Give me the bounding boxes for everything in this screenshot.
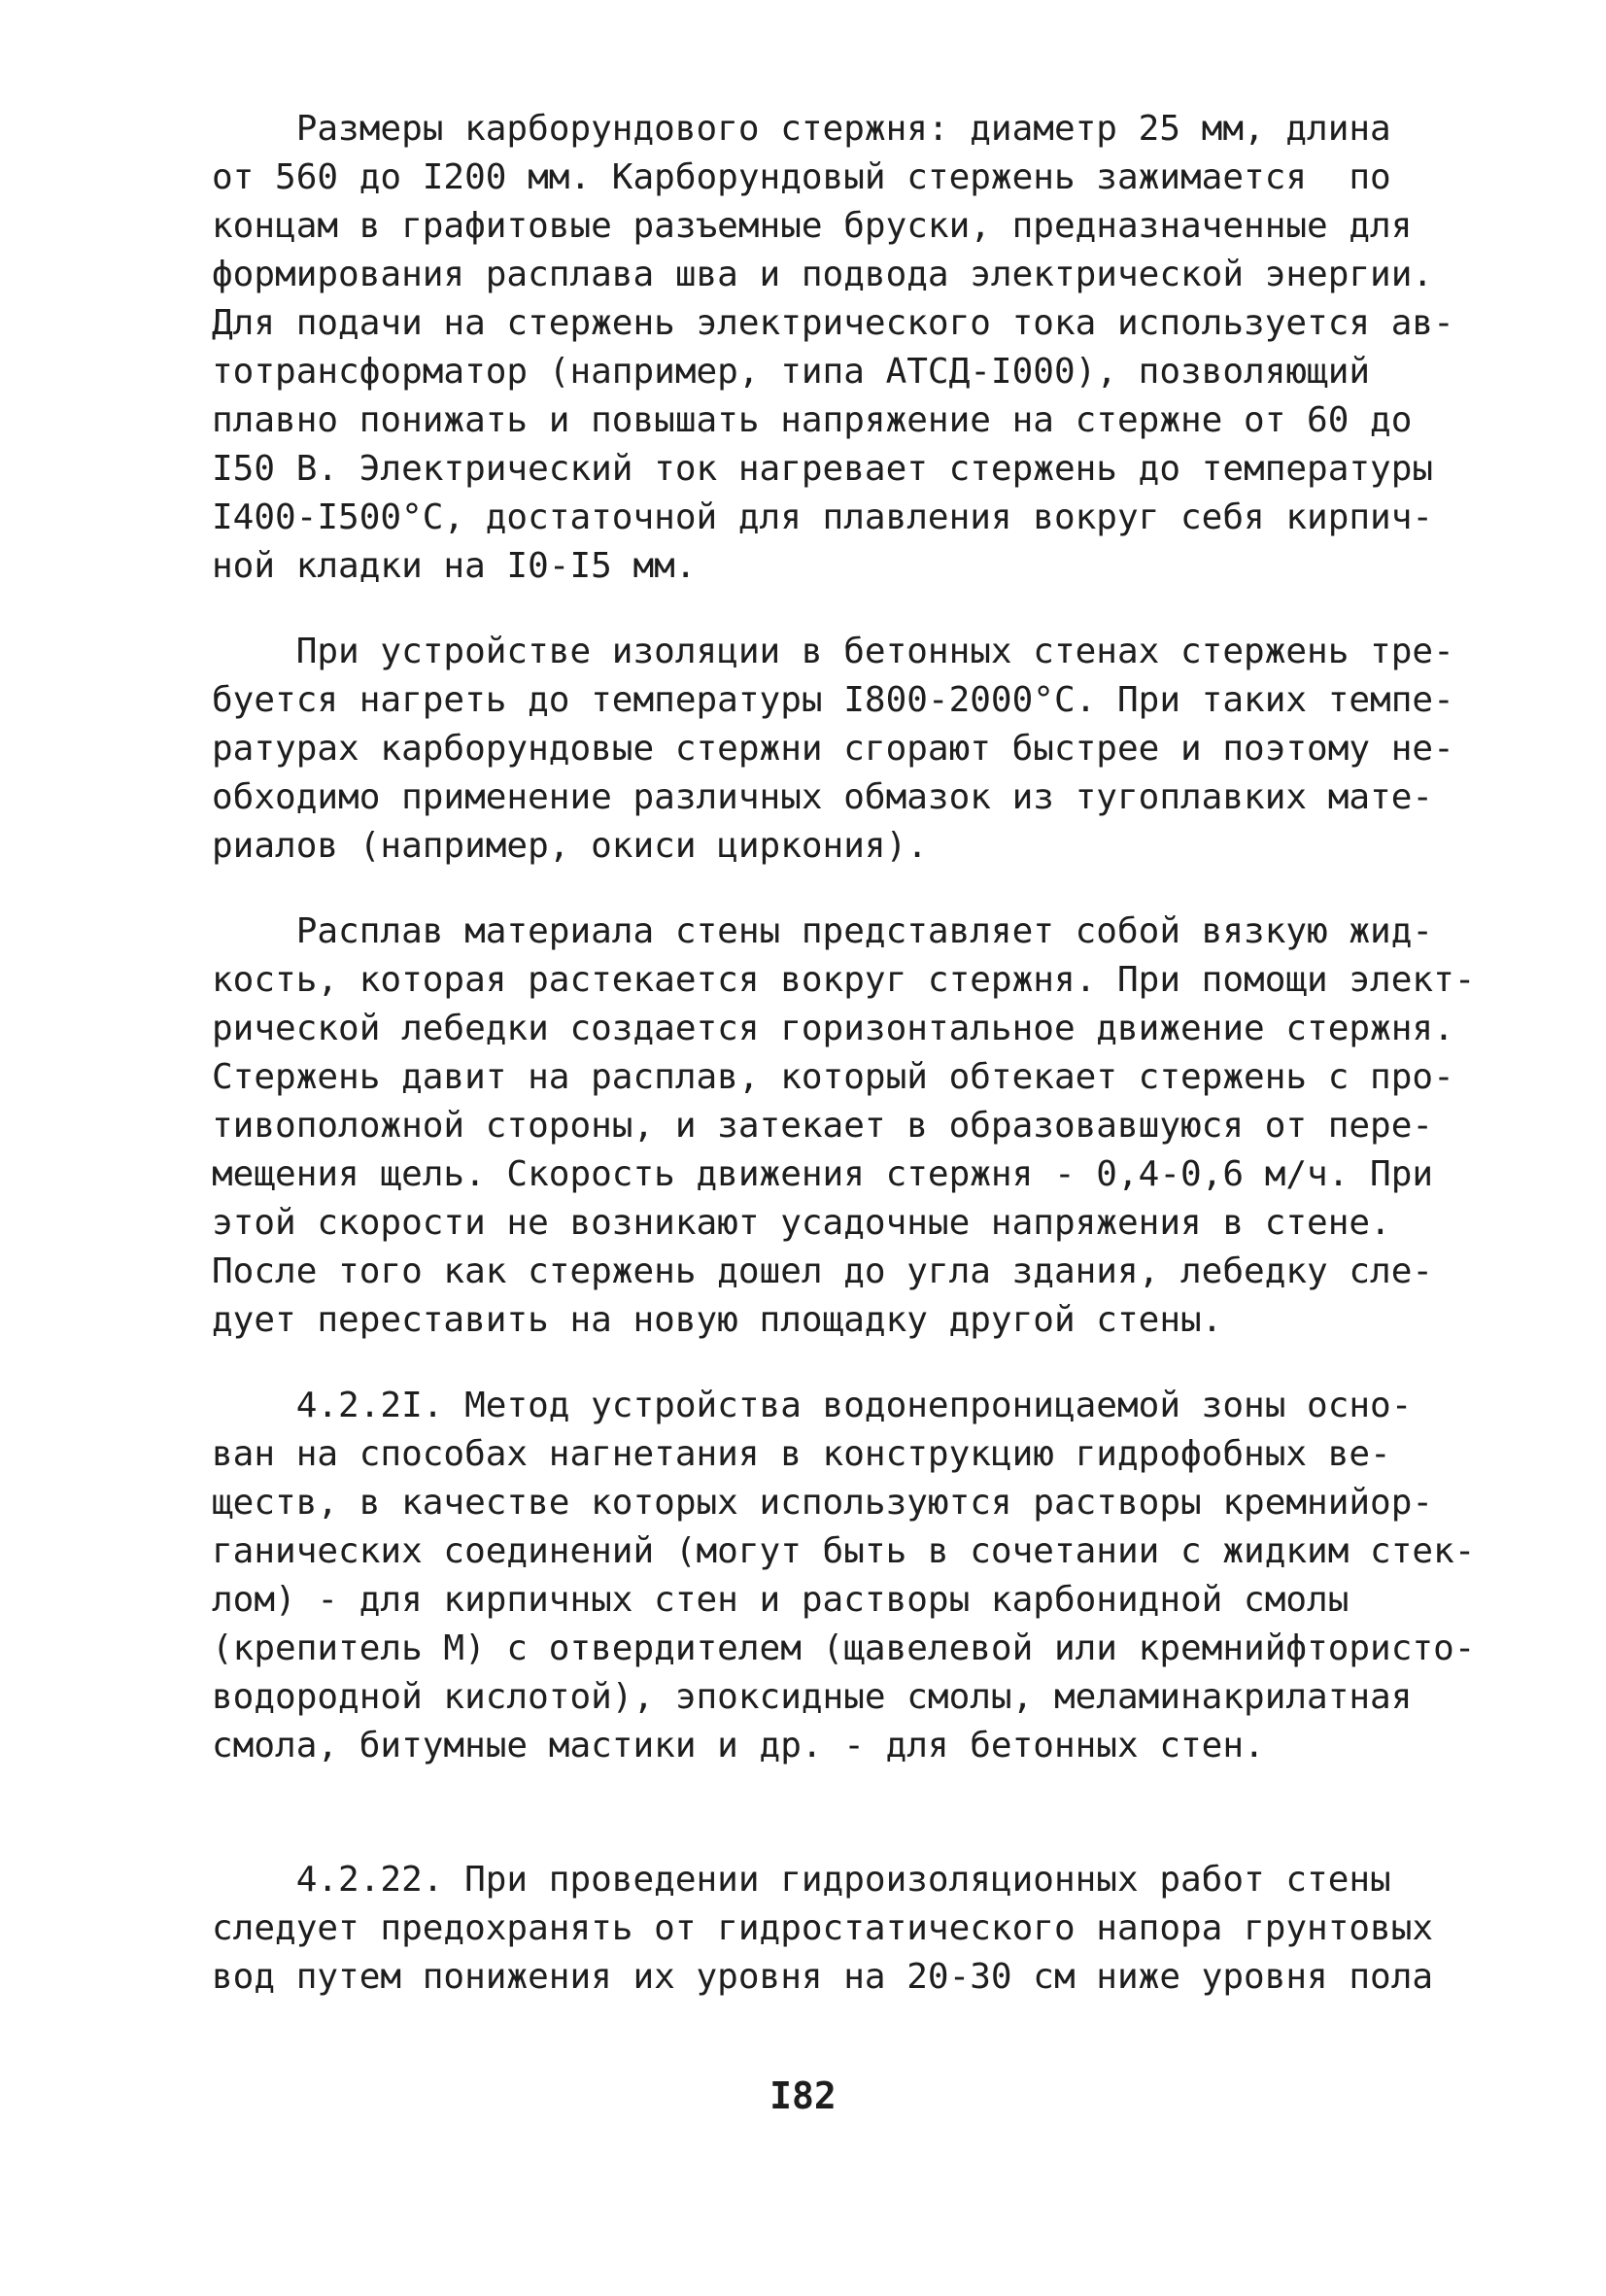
text-line: 4.2.2I. Метод устройства водонепроницаемой зоны осно-	[212, 1386, 1413, 1425]
text-line: (крепитель М) с отвердителем (щавелевой или кремнийфтористо-	[212, 1628, 1476, 1668]
text-line: После того как стержень дошел до угла здания, лебедку сле-	[212, 1251, 1434, 1291]
text-line: рической лебедки создается горизонтальное движение стержня.	[212, 1009, 1454, 1048]
text-line: обходимо применение различных обмазок из тугоплавких мате-	[212, 777, 1434, 817]
text-line: I400-I500°С, достаточной для плавления вокруг себя кирпич-	[212, 497, 1434, 537]
text-line: плавно понижать и повышать напряжение на стержне от 60 до	[212, 400, 1413, 440]
text-line: дует переставить на новую площадку другой стены.	[212, 1300, 1223, 1340]
text-line: Расплав материала стены представляет собой вязкую жид-	[212, 911, 1434, 951]
text-line: Стержень давит на расплав, который обтекает стержень с про-	[212, 1057, 1454, 1097]
text-line: тивоположной стороны, и затекает в образовавшуюся от пере-	[212, 1106, 1434, 1146]
text-line: кость, которая растекается вокруг стержня. При помощи элект-	[212, 960, 1476, 1000]
text-line: водородной кислотой), эпоксидные смолы, меламинакрилатная	[212, 1677, 1413, 1717]
text-line: следует предохранять от гидростатического напора грунтовых	[212, 1908, 1434, 1948]
text-line: формирования расплава шва и подвода электрической энергии.	[212, 255, 1434, 294]
text-line: ван на способах нагнетания в конструкцию гидрофобных ве-	[212, 1434, 1391, 1474]
text-line: смола, битумные мастики и др. - для бетонных стен.	[212, 1726, 1265, 1765]
text-line: вод путем понижения их уровня на 20-30 см ниже уровня пола	[212, 1957, 1434, 1997]
text-line: лом) - для кирпичных стен и растворы карбонидной смолы	[212, 1580, 1350, 1620]
text-line: буется нагреть до температуры I800-2000°С. При таких темпе-	[212, 680, 1454, 720]
text-line: Для подачи на стержень электрического тока используется ав-	[212, 303, 1454, 343]
text-line: тотрансформатор (например, типа АТСД-I000), позволяющий	[212, 352, 1371, 392]
text-line: 4.2.22. При проведении гидроизоляционных работ стены	[212, 1860, 1391, 1900]
text-line: от 560 до I200 мм. Карборундовый стержень зажимается по	[212, 157, 1391, 197]
text-line: При устройстве изоляции в бетонных стенах стержень тре-	[212, 632, 1454, 671]
text-line: ществ, в качестве которых используются растворы кремнийор-	[212, 1483, 1434, 1523]
text-line: мещения щель. Скорость движения стержня - 0,4-0,6 м/ч. При	[212, 1154, 1434, 1194]
page-number: I82	[769, 2074, 837, 2117]
text-line: риалов (например, окиси циркония).	[212, 826, 928, 866]
text-line: этой скорости не возникают усадочные напряжения в стене.	[212, 1203, 1391, 1243]
text-line: концам в графитовые разъемные бруски, предназначенные для	[212, 206, 1413, 246]
text-line: Размеры карборундового стержня: диаметр 25 мм, длина	[212, 109, 1391, 149]
text-line: ратурах карборундовые стержни сгорают быстрее и поэтому не-	[212, 729, 1454, 769]
text-line: ганических соединений (могут быть в сочетании с жидким стек-	[212, 1531, 1476, 1571]
text-line: I50 В. Электрический ток нагревает стержень до температуры	[212, 449, 1434, 489]
text-line: ной кладки на I0-I5 мм.	[212, 546, 697, 586]
